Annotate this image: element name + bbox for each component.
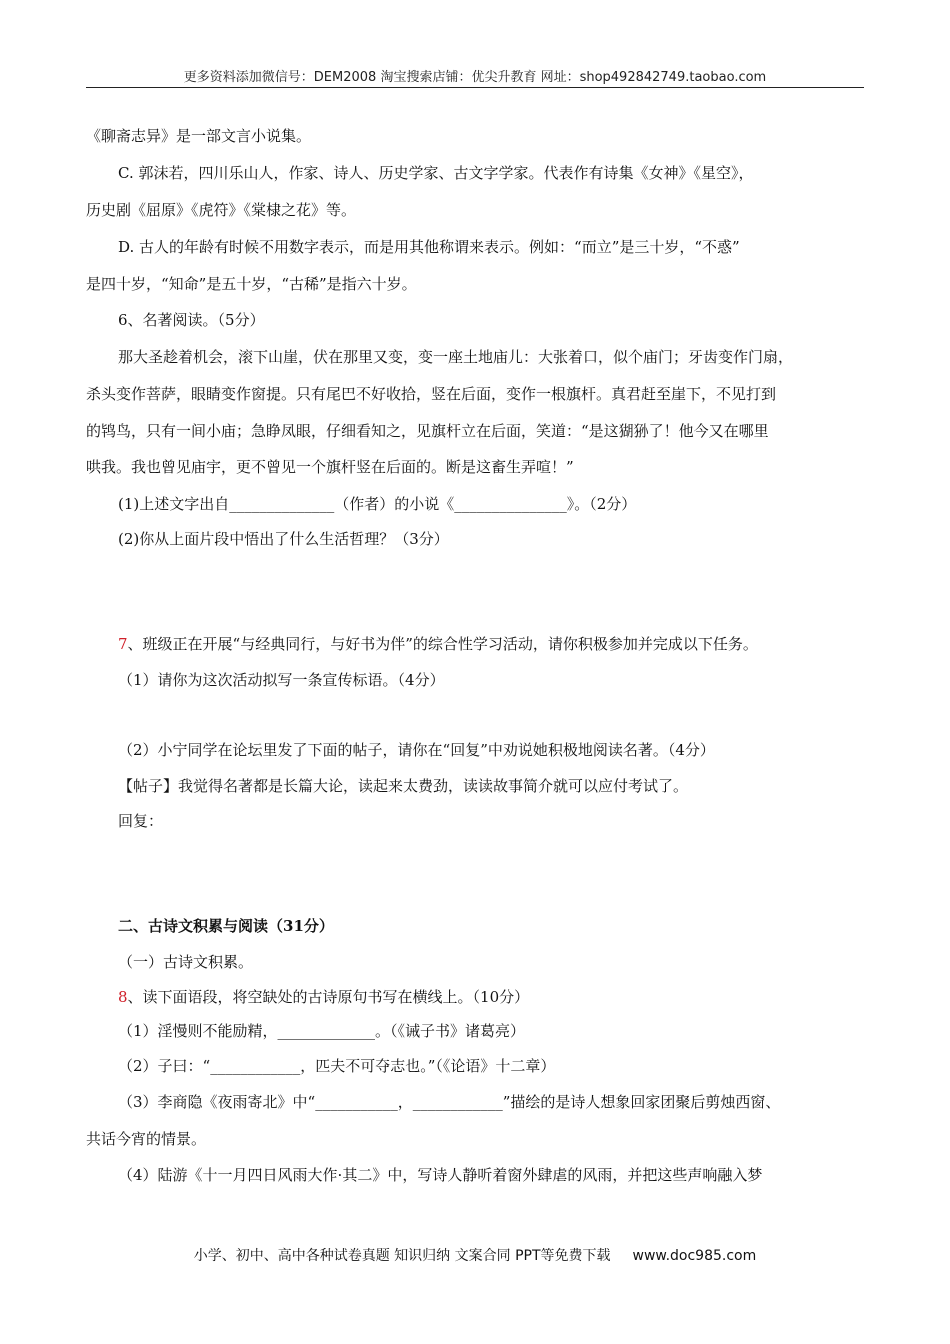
page-footer [0, 1245, 950, 1265]
question-6-2: (2)你从上面片段中悟出了什么生活哲理？（3分） [118, 530, 449, 548]
option-d-line2: 是四十岁，“知命”是五十岁，“古稀”是指六十岁。 [86, 275, 417, 293]
question-6-1: (1)上述文字出自______________（作者）的小说《_______________》。（2分） [118, 495, 637, 513]
question-8-3-cont: 共话今宵的情景。 [86, 1130, 207, 1148]
passage-line-1: 那大圣趁着机会，滚下山崖，伏在那里又变，变一座土地庙儿：大张着口，似个庙门；牙齿变作门扇， [118, 348, 794, 366]
question-8-title [118, 987, 529, 1007]
page-header: 更多资料添加微信号：DEM2008 淘宝搜索店铺：优尖升教育 网址：shop492842749.taobao.com [183, 70, 767, 85]
option-c-line2: 历史剧《屈原》《虎符》《棠棣之花》等。 [86, 201, 357, 219]
question-6-title: 6、名著阅读。（5分） [118, 311, 265, 329]
question-8-number: 8 [118, 988, 128, 1006]
header-rule [86, 87, 864, 88]
question-7-number: 7 [118, 635, 128, 653]
question-7-text: 、班级正在开展“与经典同行，与好书为伴”的综合性学习活动，请你积极参加并完成以下任务。 [127, 635, 758, 653]
section-2-title: 二、古诗文积累与阅读（31分） [118, 917, 334, 935]
subsection-1-title: （一）古诗文积累。 [118, 953, 254, 971]
question-8-4: （4）陆游《十一月四日风雨大作·其二》中，写诗人静听着窗外肆虐的风雨，并把这些声响融入梦 [118, 1166, 763, 1184]
question-7-title [118, 634, 758, 654]
question-8-1: （1）淫慢则不能励精，_____________。（《诫子书》诸葛亮） [118, 1022, 526, 1040]
reply-label: 回复： [118, 812, 164, 830]
passage-line-2: 杀头变作菩萨，眼睛变作窗提。只有尾巴不好收拾，竖在后面，变作一根旗杆。真君赶至崖下，不见打到 [86, 385, 777, 403]
footer-text: 小学、初中、高中各种试卷真题 知识归纳 文案合同 PPT等免费下载 [193, 1248, 611, 1264]
question-8-text: 、读下面语段，将空缺处的古诗原句书写在横线上。（10分） [127, 988, 530, 1006]
text-line: 《聊斋志异》是一部文言小说集。 [86, 127, 312, 145]
option-c-line1: C. 郭沫若，四川乐山人，作家、诗人、历史学家、古文字学家。代表作有诗集《女神》《星空》， [118, 164, 754, 182]
forum-post: 【帖子】我觉得名著都是长篇大论，读起来太费劲，读读故事简介就可以应付考试了。 [118, 777, 689, 795]
footer-url[interactable]: www.doc985.com [632, 1248, 757, 1264]
question-8-2: （2）子曰：“____________，匹夫不可夺志也。”（《论语》十二章） [118, 1057, 556, 1075]
passage-line-3: 的鸨鸟，只有一间小庙；急睁凤眼，仔细看知之，见旗杆立在后面，笑道：“是这猢狲了！他今又在哪里 [86, 422, 769, 440]
question-8-3: （3）李商隐《夜雨寄北》中“___________，____________”描绘的是诗人想象回家团聚后剪烛西窗、 [118, 1093, 781, 1111]
option-d-line1: D. 古人的年龄有时候不用数字表示，而是用其他称谓来表示。例如：“而立”是三十岁，“不惑” [118, 238, 740, 256]
question-7-2: （2）小宁同学在论坛里发了下面的帖子，请你在“回复”中劝说她积极地阅读名著。（4分） [118, 741, 715, 759]
question-7-1: （1）请你为这次活动拟写一条宣传标语。（4分） [118, 671, 445, 689]
passage-line-4: 哄我。我也曾见庙宇，更不曾见一个旗杆竖在后面的。断是这畜生弄喧！” [86, 458, 574, 476]
